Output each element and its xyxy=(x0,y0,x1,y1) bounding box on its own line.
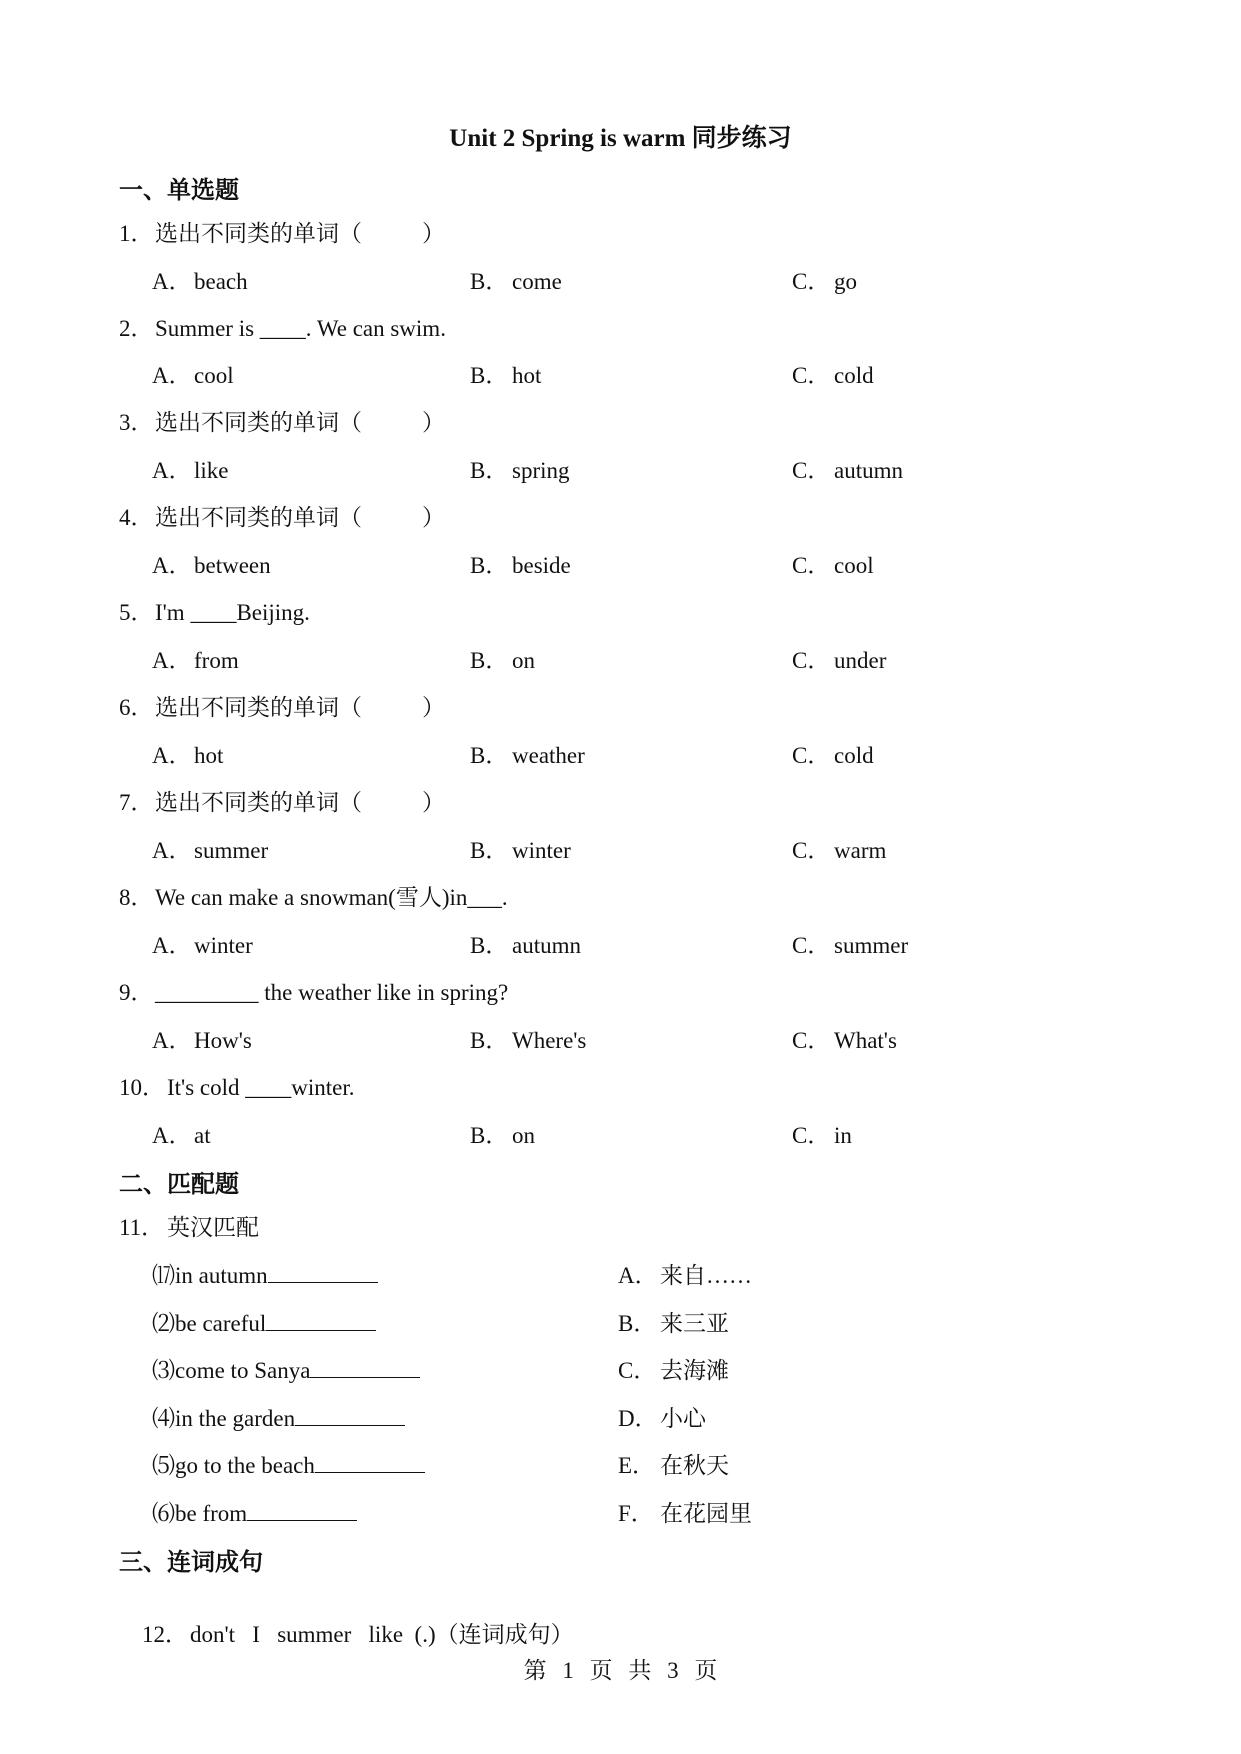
match-right-a: A． 来自…… xyxy=(618,1263,752,1288)
match-left-4: ⑷in the garden xyxy=(152,1400,405,1433)
option-7a: A． summer xyxy=(152,838,269,863)
option-4a: A． between xyxy=(152,553,271,578)
option-4c: C． cool xyxy=(792,553,874,578)
question-5: 5．I'm ____Beijing. xyxy=(119,600,310,625)
option-2c: C． cold xyxy=(792,363,874,388)
page-title: Unit 2 Spring is warm 同步练习 xyxy=(449,125,792,152)
option-4b: B． beside xyxy=(470,553,571,578)
match-right-b: B． 来三亚 xyxy=(618,1311,729,1336)
option-6b: B． weather xyxy=(470,743,585,768)
option-5c: C． under xyxy=(792,648,887,673)
option-5a: A． from xyxy=(152,648,239,673)
match-left-1: ⒄in autumn xyxy=(152,1257,378,1290)
option-5b: B． on xyxy=(470,648,535,673)
match-left-6: ⑹be from xyxy=(152,1495,357,1528)
option-8c: C． summer xyxy=(792,933,909,958)
option-8a: A． winter xyxy=(152,933,253,958)
answer-blank: ___ xyxy=(467,885,502,910)
option-10c: C． in xyxy=(792,1123,852,1148)
match-left-2: ⑵be careful xyxy=(152,1305,376,1338)
question-2: 2．Summer is ____. We can swim. xyxy=(119,316,446,341)
option-1b: B． come xyxy=(470,269,562,294)
section-heading-word-order: 三、连词成句 xyxy=(119,1550,263,1576)
question-9: 9．_________ the weather like in spring? xyxy=(119,980,509,1005)
option-6c: C． cold xyxy=(792,743,874,768)
match-left-5: ⑸go to the beach xyxy=(152,1447,425,1480)
option-2a: A． cool xyxy=(152,363,234,388)
section-heading-single-choice: 一、单选题 xyxy=(119,178,239,204)
question-8: 8．We can make a snowman(雪人)in___. xyxy=(119,885,508,910)
question-7: 7．选出不同类的单词（ ） xyxy=(119,790,445,815)
option-1c: C． go xyxy=(792,269,857,294)
answer-blank: ____ xyxy=(259,316,306,341)
match-right-d: D． 小心 xyxy=(618,1406,706,1431)
option-3b: B． spring xyxy=(470,458,570,483)
question-10: 10．It's cold ____winter. xyxy=(119,1075,355,1100)
option-9c: C． What's xyxy=(792,1028,897,1053)
question-3: 3．选出不同类的单词（ ） xyxy=(119,410,445,435)
option-9a: A． How's xyxy=(152,1028,252,1053)
match-right-c: C． 去海滩 xyxy=(618,1358,729,1383)
option-1a: A． beach xyxy=(152,269,248,294)
question-text-end: ） xyxy=(422,221,445,246)
question-11: 11． 英汉匹配 xyxy=(119,1215,259,1240)
option-7b: B． winter xyxy=(470,838,571,863)
option-10b: B． on xyxy=(470,1123,535,1148)
answer-blank: ____ xyxy=(245,1075,292,1100)
question-text: 选出不同类的单词（ xyxy=(155,221,362,246)
option-3c: C． autumn xyxy=(792,458,903,483)
question-6: 6．选出不同类的单词（ ） xyxy=(119,695,445,720)
option-6a: A． hot xyxy=(152,743,224,768)
question-number: 1． xyxy=(119,221,154,246)
option-7c: C． warm xyxy=(792,838,887,863)
answer-blank: _________ xyxy=(155,980,259,1005)
answer-blank: ____ xyxy=(190,600,237,625)
question-1 xyxy=(119,215,445,248)
option-9b: B． Where's xyxy=(470,1028,587,1053)
section-heading-matching: 二、匹配题 xyxy=(119,1172,239,1198)
option-8b: B． autumn xyxy=(470,933,581,958)
match-right-e: E． 在秋天 xyxy=(618,1453,729,1478)
option-2b: B． hot xyxy=(470,363,542,388)
option-3a: A． like xyxy=(152,458,229,483)
match-right-f: F． 在花园里 xyxy=(618,1501,752,1526)
question-12: 12．don't I summer like (.)（连词成句） xyxy=(142,1622,574,1647)
page-footer: 第 1 页 共 3 页 xyxy=(523,1658,718,1683)
option-10a: A． at xyxy=(152,1123,211,1148)
match-left-3: ⑶come to Sanya xyxy=(152,1352,420,1385)
question-4: 4．选出不同类的单词（ ） xyxy=(119,505,445,530)
